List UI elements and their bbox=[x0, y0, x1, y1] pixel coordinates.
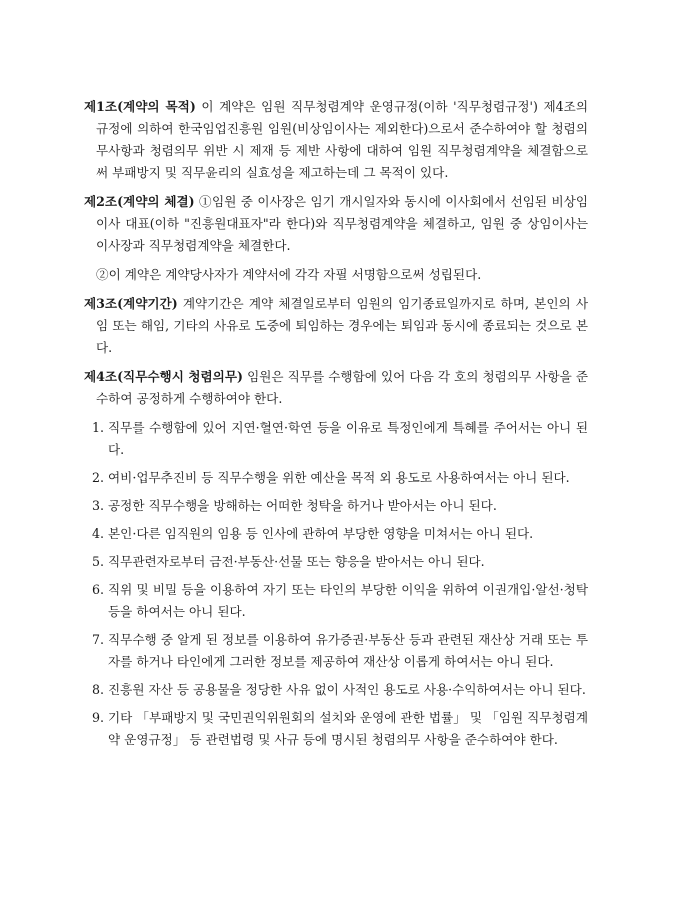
item-text: 진흥원 자산 등 공용물을 정당한 사유 없이 사적인 용도로 사용·수익하여서는 아니 된다. bbox=[108, 682, 586, 697]
article-1-text: 이 계약은 임원 직무청렴계약 운영규정(이하 '직무청렴규정') 제4조의 규정에 의하여 한국임업진흥원 임원(비상임이사는 제외한다)으로서 준수하여야 할 청렴의무사항과 청렴의무 위반 시 제재 등 제반 사항에 대하여 임원 직무청렴계약을 체결함으로써 부패방지 및 직무윤리의 실효성을 제고하는데 그 목적이 있다. bbox=[96, 99, 588, 180]
item-text: 공정한 직무수행을 방해하는 어떠한 청탁을 하거나 받아서는 아니 된다. bbox=[108, 498, 497, 513]
article-4 bbox=[84, 366, 588, 410]
article-1 bbox=[84, 96, 588, 184]
list-item bbox=[94, 579, 588, 623]
item-number: 5. bbox=[92, 554, 105, 569]
article-4-text: 임원은 직무를 수행함에 있어 다음 각 호의 청렴의무 사항을 준수하여 공정하게 수행하여야 한다. bbox=[96, 369, 589, 406]
item-number: 6. bbox=[92, 582, 105, 597]
article-2 bbox=[84, 191, 588, 257]
list-item bbox=[94, 523, 588, 545]
article-3 bbox=[84, 293, 588, 359]
item-number: 9. bbox=[92, 710, 105, 725]
item-text: 직무수행 중 알게 된 정보를 이용하여 유가증권·부동산 등과 관련된 재산상 거래 또는 투자를 하거나 타인에게 그러한 정보를 제공하여 재산상 이롭게 하여서는 아니 된다. bbox=[108, 632, 588, 669]
article-3-text: 계약기간은 계약 체결일로부터 임원의 임기종료일까지로 하며, 본인의 사임 또는 해임, 기타의 사유로 도중에 퇴임하는 경우에는 퇴임과 동시에 종료되는 것으로 본다. bbox=[96, 296, 588, 355]
list-item bbox=[94, 467, 588, 489]
item-text: 여비·업무추진비 등 직무수행을 위한 예산을 목적 외 용도로 사용하여서는 아니 된다. bbox=[108, 470, 570, 485]
list-item bbox=[94, 551, 588, 573]
item-text: 직무를 수행함에 있어 지연·혈연·학연 등을 이유로 특정인에게 특혜를 주어서는 아니 된다. bbox=[108, 420, 588, 457]
list-item bbox=[94, 417, 588, 461]
article-4-heading: 제4조(직무수행시 청렴의무) bbox=[84, 369, 243, 384]
list-item bbox=[94, 495, 588, 517]
list-item bbox=[94, 679, 588, 701]
article-1-heading: 제1조(계약의 목적) bbox=[84, 99, 196, 114]
item-number: 3. bbox=[92, 498, 105, 513]
article-2-text: ①임원 중 이사장은 임기 개시일자와 동시에 이사회에서 선임된 비상임이사 대표(이하 "진흥원대표자"라 한다)와 직무청렴계약을 체결하고, 임원 중 상임이사는 이사장과 직무청렴계약을 체결한다. bbox=[96, 194, 588, 253]
item-number: 8. bbox=[92, 682, 105, 697]
item-number: 7. bbox=[92, 632, 105, 647]
item-text: 직무관련자로부터 금전·부동산·선물 또는 향응을 받아서는 아니 된다. bbox=[108, 554, 485, 569]
item-number: 2. bbox=[92, 470, 105, 485]
item-text: 본인·다른 임직원의 임용 등 인사에 관하여 부당한 영향을 미쳐서는 아니 된다. bbox=[108, 526, 534, 541]
list-item bbox=[94, 629, 588, 673]
item-text: 기타 「부패방지 및 국민권익위원회의 설치와 운영에 관한 법률」 및 「임원 직무청렴계약 운영규정」 등 관련법령 및 사규 등에 명시된 청렴의무 사항을 준수하여야 한다. bbox=[108, 710, 588, 747]
item-number: 4. bbox=[92, 526, 105, 541]
article-3-heading: 제3조(계약기간) bbox=[84, 296, 178, 311]
article-4-item-list bbox=[84, 417, 588, 751]
item-text: 직위 및 비밀 등을 이용하여 자기 또는 타인의 부당한 이익을 위하여 이권개입·알선·청탁 등을 하여서는 아니 된다. bbox=[108, 582, 588, 619]
item-number: 1. bbox=[92, 420, 105, 435]
article-2-heading: 제2조(계약의 체결) bbox=[84, 194, 195, 209]
article-2-paragraph-2: ②이 계약은 계약당사자가 계약서에 각각 자필 서명함으로써 성립된다. bbox=[96, 267, 482, 282]
list-item bbox=[94, 707, 588, 751]
